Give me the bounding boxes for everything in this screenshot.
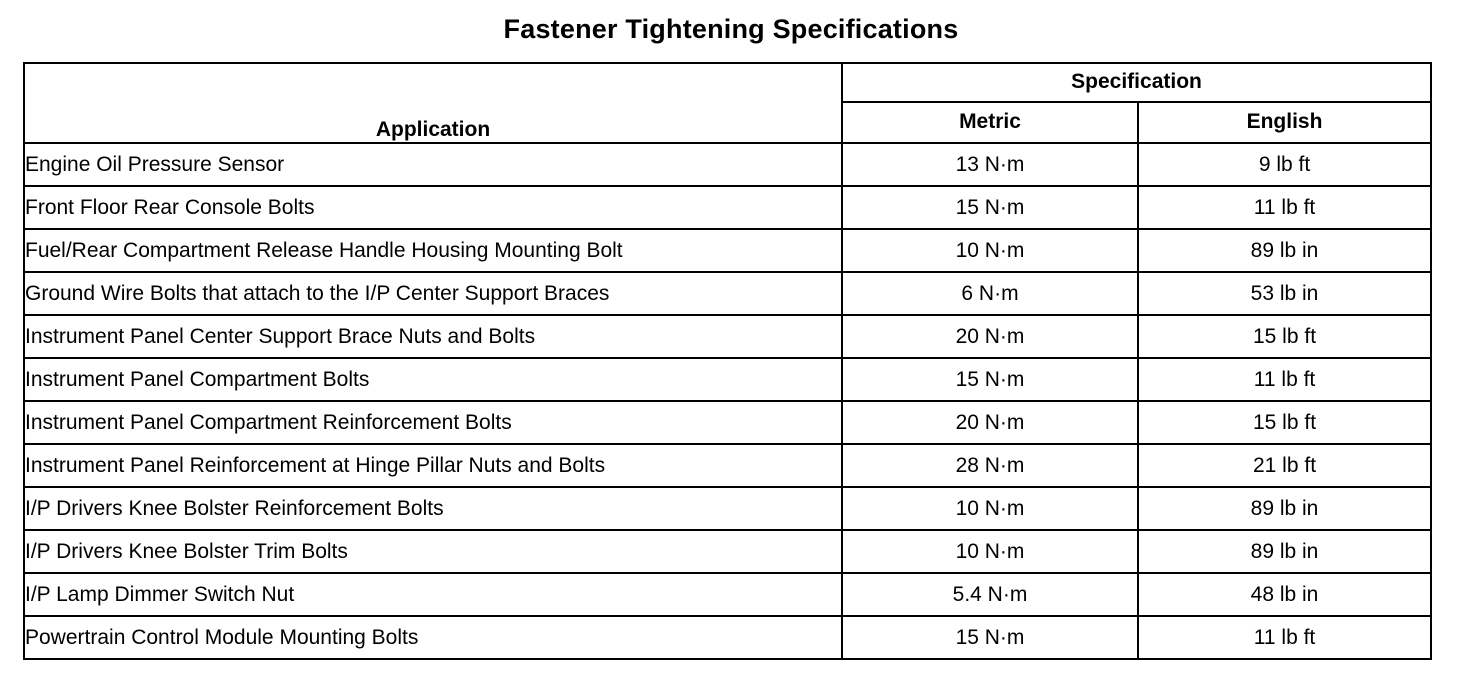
english-cell: 89 lb in: [1138, 229, 1431, 272]
application-cell: I/P Drivers Knee Bolster Reinforcement Bolts: [24, 487, 842, 530]
metric-cell: 6 N·m: [842, 272, 1138, 315]
english-cell: 89 lb in: [1138, 530, 1431, 573]
metric-cell: 13 N·m: [842, 143, 1138, 186]
metric-cell: 10 N·m: [842, 487, 1138, 530]
table-row: [24, 229, 1431, 272]
table-body: [24, 143, 1431, 659]
table-row: [24, 401, 1431, 444]
table-row: [24, 186, 1431, 229]
column-header-application: Application: [24, 63, 842, 143]
application-cell: Instrument Panel Center Support Brace Nuts and Bolts: [24, 315, 842, 358]
column-header-specification: Specification: [842, 63, 1431, 102]
table-row: [24, 358, 1431, 401]
metric-cell: 15 N·m: [842, 358, 1138, 401]
metric-cell: 20 N·m: [842, 401, 1138, 444]
english-cell: 48 lb in: [1138, 573, 1431, 616]
english-cell: 15 lb ft: [1138, 401, 1431, 444]
english-cell: 21 lb ft: [1138, 444, 1431, 487]
english-cell: 11 lb ft: [1138, 616, 1431, 659]
fastener-spec-table: [23, 62, 1432, 660]
table-row: [24, 616, 1431, 659]
table-row: [24, 530, 1431, 573]
application-cell: I/P Lamp Dimmer Switch Nut: [24, 573, 842, 616]
metric-cell: 5.4 N·m: [842, 573, 1138, 616]
english-cell: 15 lb ft: [1138, 315, 1431, 358]
application-cell: Instrument Panel Reinforcement at Hinge Pillar Nuts and Bolts: [24, 444, 842, 487]
metric-cell: 10 N·m: [842, 229, 1138, 272]
application-cell: Ground Wire Bolts that attach to the I/P Center Support Braces: [24, 272, 842, 315]
metric-cell: 15 N·m: [842, 616, 1138, 659]
metric-cell: 10 N·m: [842, 530, 1138, 573]
metric-cell: 20 N·m: [842, 315, 1138, 358]
column-header-english: English: [1138, 102, 1431, 143]
application-cell: Instrument Panel Compartment Reinforcement Bolts: [24, 401, 842, 444]
table-header: [24, 63, 1431, 143]
table-row: [24, 444, 1431, 487]
english-cell: 53 lb in: [1138, 272, 1431, 315]
application-cell: Engine Oil Pressure Sensor: [24, 143, 842, 186]
metric-cell: 15 N·m: [842, 186, 1138, 229]
application-cell: Instrument Panel Compartment Bolts: [24, 358, 842, 401]
english-cell: 11 lb ft: [1138, 358, 1431, 401]
english-cell: 89 lb in: [1138, 487, 1431, 530]
metric-cell: 28 N·m: [842, 444, 1138, 487]
application-cell: Fuel/Rear Compartment Release Handle Housing Mounting Bolt: [24, 229, 842, 272]
table-row: [24, 315, 1431, 358]
english-cell: 9 lb ft: [1138, 143, 1431, 186]
application-cell: Powertrain Control Module Mounting Bolts: [24, 616, 842, 659]
table-row: [24, 143, 1431, 186]
application-cell: Front Floor Rear Console Bolts: [24, 186, 842, 229]
page-title: Fastener Tightening Specifications: [503, 14, 959, 44]
english-cell: 11 lb ft: [1138, 186, 1431, 229]
table-row: [24, 272, 1431, 315]
application-cell: I/P Drivers Knee Bolster Trim Bolts: [24, 530, 842, 573]
table-row: [24, 573, 1431, 616]
table-row: [24, 487, 1431, 530]
column-header-metric: Metric: [842, 102, 1138, 143]
